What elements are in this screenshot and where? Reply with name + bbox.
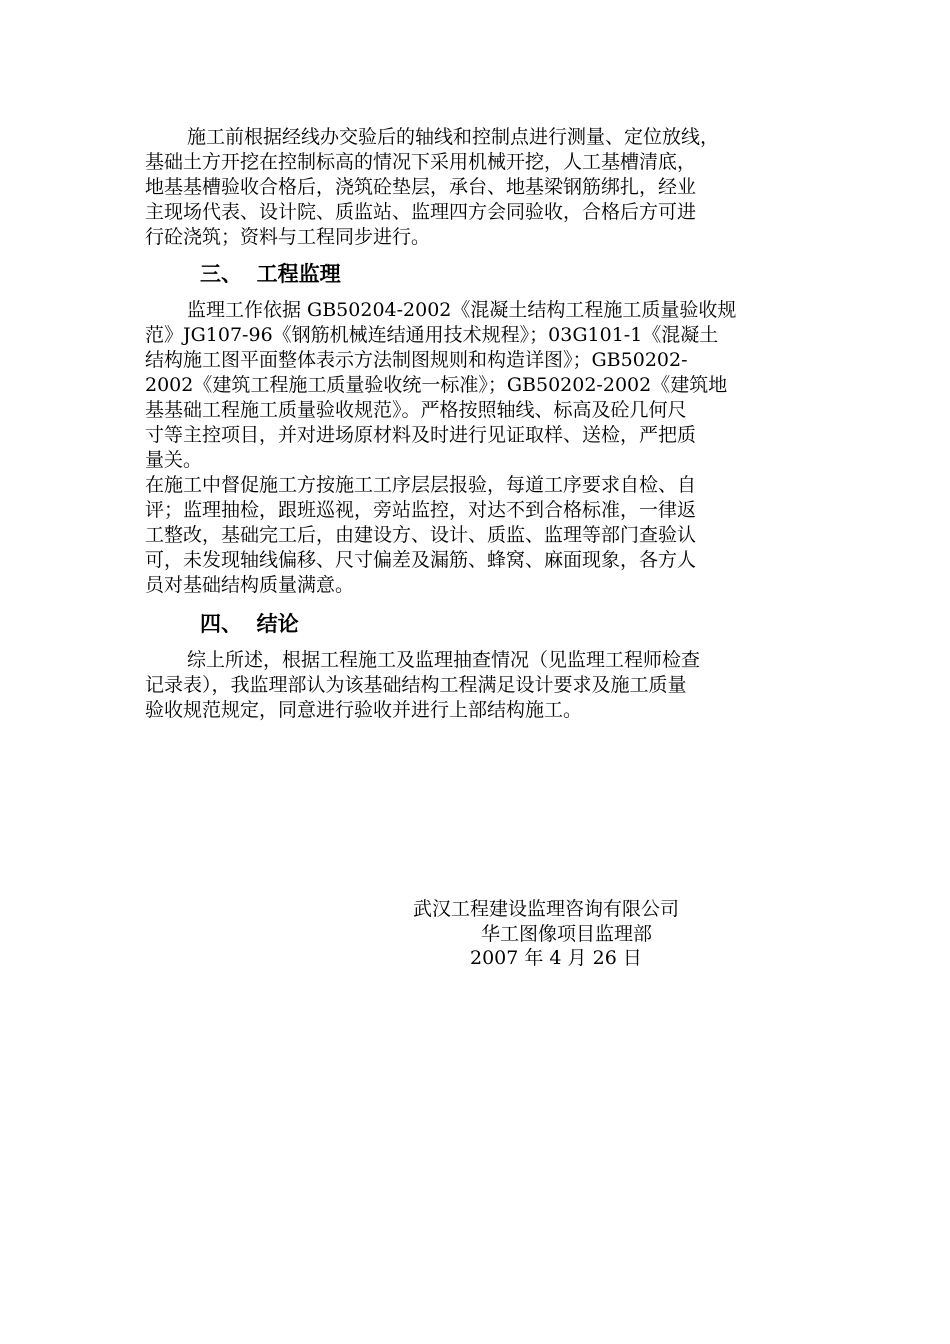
signature-department: 华工图像项目监理部 [481,923,653,945]
section4-paragraph-line-3: 验收规范规定，同意进行验收并进行上部结构施工。 [145,699,583,721]
signature-date: 2007 年 4 月 26 日 [470,947,642,969]
paragraph1-line-5: 行砼浇筑；资料与工程同步进行。 [145,226,431,248]
section3-paragraph1-line-6: 寸等主控项目，并对进场原材料及时进行见证取样、送检，严把质 [145,424,697,446]
section3-paragraph2-line-2: 评；监理抽检，跟班巡视，旁站监控，对达不到合格标准，一律返 [145,499,697,521]
paragraph1-line-2: 基础土方开挖在控制标高的情况下采用机械开挖，人工基槽清底， [145,151,697,173]
section4-heading: 四、 结论 [200,611,299,636]
section3-paragraph2-line-3: 工整改，基础完工后，由建设方、设计、质监、监理等部门查验认 [145,524,697,546]
section3-paragraph1-line-7: 量关。 [145,449,203,471]
signature-company: 武汉工程建设监理咨询有限公司 [413,898,680,920]
section3-paragraph1-line-5: 基基础工程施工质量验收规范》。严格按照轴线、标高及砼几何尺 [145,399,687,421]
section3-paragraph1-line-1: 监理工作依据 GB50204-2002《混凝土结构工程施工质量验收规 [187,299,737,321]
paragraph1-line-4: 主现场代表、设计院、质监站、监理四方会同验收，合格后方可进 [145,201,697,223]
section3-paragraph1-line-2: 范》JG107-96《钢筋机械连结通用技术规程》；03G101-1《混凝土 [145,324,719,346]
section4-paragraph-line-2: 记录表），我监理部认为该基础结构工程满足设计要求及施工质量 [145,674,687,696]
section3-heading: 三、 工程监理 [200,261,341,286]
section3-paragraph1-line-4: 2002《建筑工程施工质量验收统一标准》；GB50202-2002《建筑地 [145,374,728,396]
section3-paragraph1-line-3: 结构施工图平面整体表示方法制图规则和构造详图》；GB50202- [145,349,688,371]
section3-paragraph2-line-4: 可，未发现轴线偏移、尺寸偏差及漏筋、蜂窝、麻面现象，各方人 [145,549,697,571]
paragraph1-line-3: 地基基槽验收合格后，浇筑砼垫层，承台、地基梁钢筋绑扎，经业 [145,176,697,198]
paragraph1-line-1: 施工前根据经线办交验后的轴线和控制点进行测量、定位放线， [187,126,720,148]
section3-paragraph2-line-1: 在施工中督促施工方按施工工序层层报验，每道工序要求自检、自 [145,474,697,496]
section3-paragraph2-line-5: 员对基础结构质量满意。 [145,574,355,596]
section4-paragraph-line-1: 综上所述，根据工程施工及监理抽查情况（见监理工程师检查 [187,649,701,671]
